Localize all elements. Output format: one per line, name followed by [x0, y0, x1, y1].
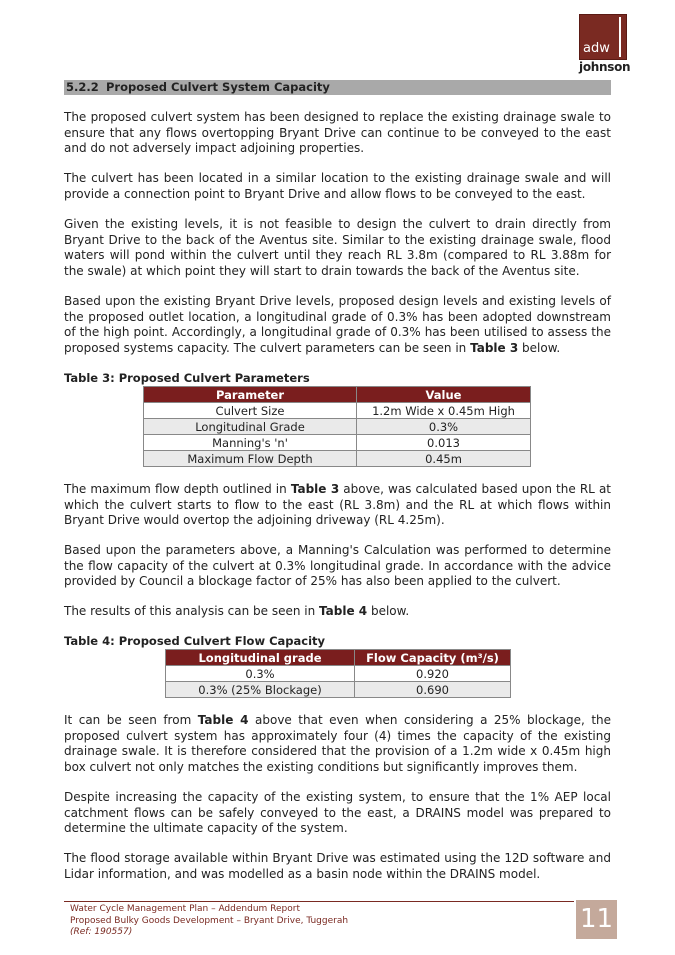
table-cell: 0.45m	[357, 451, 531, 467]
table-3-caption: Table 3: Proposed Culvert Parameters	[64, 371, 310, 385]
table-cell: 0.3% (25% Blockage)	[166, 682, 355, 698]
table-cell: Manning's 'n'	[144, 435, 357, 451]
table-3	[143, 386, 531, 467]
footer-divider	[64, 901, 574, 902]
paragraph-4: Based upon the existing Bryant Drive levels, proposed design levels and existing levels of the proposed outlet location, a longitudinal grade of 0.3% has been adopted downstream of the high point. Accordingly, a longitudinal grade of 0.3% has been utilised to assess the proposed systems capacity. The culvert parameters can be seen in Table 3 below.	[64, 294, 611, 355]
table-3-reference: Table 3	[470, 340, 519, 355]
logo-name: johnson	[579, 60, 631, 74]
table-row	[166, 666, 511, 682]
paragraph-8: It can be seen from Table 4 above that even when considering a 25% blockage, the proposed culvert system has approximately four (4) times the capacity of the existing drainage swale. It is therefore considered that the provision of a 1.2m wide x 0.45m high box culvert not only matches the existing conditions but significantly improves them.	[64, 713, 612, 774]
paragraph-10: The flood storage available within Bryant Drive was estimated using the 12D software and Lidar information, and was modelled as a basin node within the DRAINS model.	[64, 851, 611, 881]
table-4-caption: Table 4: Proposed Culvert Flow Capacity	[64, 634, 326, 648]
table-row	[144, 435, 531, 451]
table-row	[144, 419, 531, 435]
paragraph-2: The culvert has been located in a similar location to the existing drainage swale and will provide a connection point to Bryant Drive and allow flows to be conveyed to the east.	[64, 171, 611, 201]
table-cell: Culvert Size	[144, 403, 357, 419]
paragraph-1: The proposed culvert system has been designed to replace the existing drainage swale to ensure that any flows overtopping Bryant Drive can continue to be conveyed to the east and do not adversely impact adjoining properties.	[64, 110, 611, 155]
paragraph-7: The results of this analysis can be seen in Table 4 below.	[64, 604, 410, 618]
table-4	[165, 649, 511, 698]
section-heading	[64, 80, 611, 95]
table-row	[144, 403, 531, 419]
table-header-cell: Longitudinal grade	[166, 650, 355, 666]
section-number: 5.2.2	[66, 80, 99, 94]
section-title: Proposed Culvert System Capacity	[106, 80, 330, 94]
table-cell: 0.013	[357, 435, 531, 451]
paragraph-5: The maximum flow depth outlined in Table 3 above, was calculated based upon the RL at which the culvert starts to flow to the east (RL 3.8m) and the RL at which flows within Bryant Drive would overtop the adjoining driveway (RL 4.25m).	[64, 482, 611, 527]
table-cell: 1.2m Wide x 0.45m High	[357, 403, 531, 419]
paragraph-3: Given the existing levels, it is not feasible to design the culvert to drain directly from Bryant Drive to the back of the Aventus site. Similar to the existing drainage swale, flood waters will pond within the culvert until they reach RL 3.8m (compared to RL 3.88m for the swale) at which point they will start to drain towards the back of the Aventus site.	[64, 217, 611, 278]
table-row	[144, 451, 531, 467]
table-4-reference: Table 4	[319, 604, 368, 618]
footer-report-title: Water Cycle Management Plan – Addendum Report	[70, 904, 300, 914]
table-cell: Longitudinal Grade	[144, 419, 357, 435]
footer-reference: (Ref: 190557)	[70, 927, 133, 937]
logo-mark	[579, 14, 627, 60]
company-logo	[579, 14, 631, 74]
table-header-cell: Value	[357, 387, 531, 403]
page-number: 11	[576, 900, 617, 939]
table-cell: 0.920	[355, 666, 511, 682]
table-header-cell: Flow Capacity (m³/s)	[355, 650, 511, 666]
paragraph-9: Despite increasing the capacity of the existing system, to ensure that the 1% AEP local catchment flows can be safely conveyed to the east, a DRAINS model was prepared to determine the ultimate capacity of the system.	[64, 790, 611, 835]
table-3-reference: Table 3	[290, 482, 340, 496]
footer	[70, 904, 348, 939]
table-cell: 0.3%	[166, 666, 355, 682]
paragraph-6: Based upon the parameters above, a Manning's Calculation was performed to determine the flow capacity of the culvert at 0.3% longitudinal grade. In accordance with the advice provided by Council a blockage factor of 25% has also been applied to the culvert.	[64, 543, 611, 588]
logo-abbr: adw	[583, 41, 610, 56]
table-header-cell: Parameter	[144, 387, 357, 403]
table-cell: 0.3%	[357, 419, 531, 435]
table-row	[166, 682, 511, 698]
footer-project-title: Proposed Bulky Goods Development – Bryant Drive, Tuggerah	[70, 915, 349, 926]
table-cell: Maximum Flow Depth	[144, 451, 357, 467]
table-4-reference: Table 4	[197, 713, 249, 727]
table-cell: 0.690	[355, 682, 511, 698]
